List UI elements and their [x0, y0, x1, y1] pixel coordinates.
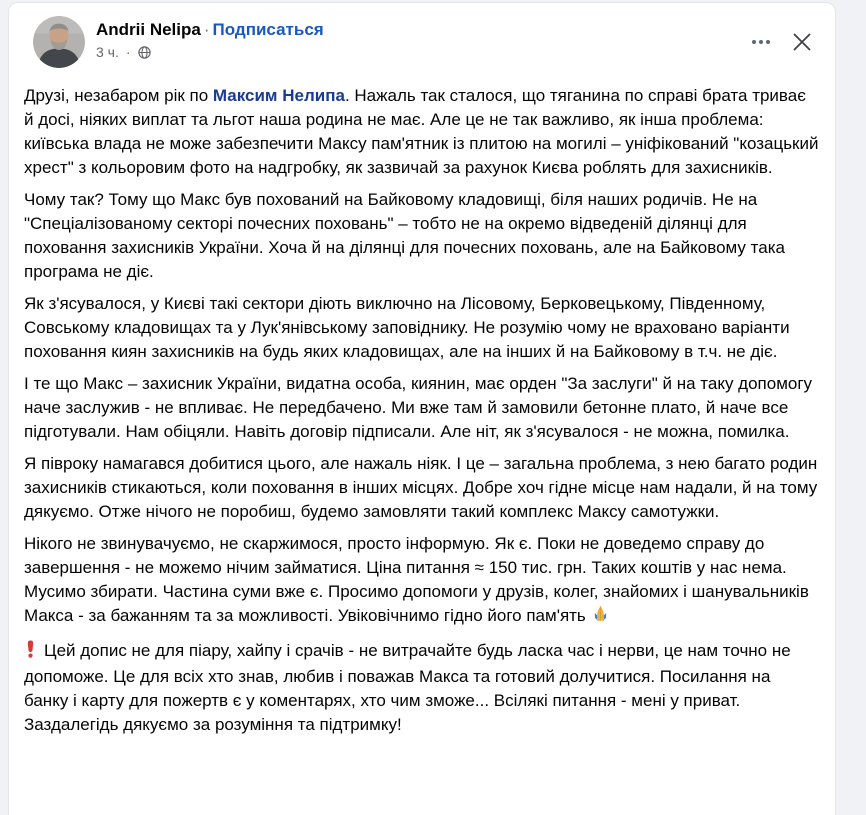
post-paragraph: І те що Макс – захисник України, видатна особа, киянин, має орден "За заслуги" й на таку допомогу наче заслужив - не впливає. Не передбачено. Ми вже там й замовили бетонне плато, й наче все підготували. Нам обіцяли. Навіть договір підписали. Але ніт, як з'ясувалося - не можна, помилка.: [24, 374, 813, 441]
post-timestamp[interactable]: 3 ч.: [96, 44, 119, 60]
profile-link-maksym-nelipa[interactable]: Максим Нелипа: [212, 86, 345, 105]
facebook-post-card: [8, 2, 836, 815]
paragraph-text: . Нажаль так сталося, що тяганина по справі брата триває й досі, ніяких виплат та льгот наша родина не має. Але це не так важливо, як інша проблема: київська влада не може забезпечити Максу пам'ятник із плитою на могилі – уніфікований "козацький хрест" з кольоровим фото на надгробку, як зазвичай за рахунок Києва роблять для захисників.: [24, 86, 819, 177]
post-paragraph: Як з'ясувалося, у Києві такі сектори діють виключно на Лісовому, Берковецькому, Південному, Совському кладовищах та у Лук'янівському заповіднику. Не розумію чому не враховано варіанти поховання киян захисників на будь яких кладовищах, але на інших й на Байковому в т.ч. не діє.: [24, 294, 790, 361]
red-exclamation-emoji-icon: [24, 640, 37, 665]
folded-hands-emoji-icon: [591, 605, 610, 631]
profile-photo-icon: [33, 16, 85, 68]
paragraph-text: Цей допис не для піару, хайпу і срачів - не витрачайте будь ласка час і нерви, це нам точно не допоможе. Це для всіх хто знав, любив і поважав Макса та готовий долучитися. Посилання на банку і карту для пожертв є у коментарях, хто чим зможе... Всілякі питання - мені у приват. Заздалегідь дякуємо за розуміння та підтримку!: [24, 641, 791, 734]
close-icon: [791, 31, 813, 53]
post-paragraph: Чому так? Тому що Макс був похований на Байковому кладовищі, біля наших родичів. Не на "Спеціалізованому секторі почесних поховань" – тобто не на окремо відведеній ділянці для поховання захисників України. Хоча й на ділянці для почесних поховань, але на Байковому така програма не діє.: [24, 190, 785, 281]
post-paragraph: [24, 532, 819, 631]
paragraph-text: Нікого не звинувачуємо, не скаржимося, просто інформую. Як є. Поки не доведемо справу до завершення - не можемо нічим займатися. Ціна питання ≈ 150 тис. грн. Таких коштів у нас нема. Мусимо збирати. Частина суми вже є. Просимо допомоги у друзів, колег, знайомих і шанувальників Макса - за бажанням та за можливості. Увіковічнимо гідно його пам'ять: [24, 534, 809, 625]
header-info: [96, 16, 324, 60]
meta-row: [96, 44, 324, 60]
globe-icon: [138, 46, 151, 59]
meta-separator: ·: [125, 44, 131, 60]
close-button[interactable]: [791, 31, 813, 53]
avatar[interactable]: [33, 16, 85, 68]
paragraph-text: Друзі, незабаром рік по: [24, 86, 213, 105]
post-paragraph: [24, 84, 819, 180]
more-options-button[interactable]: [751, 39, 771, 45]
more-options-icon: [751, 39, 771, 45]
name-separator: ·: [203, 20, 210, 39]
author-name[interactable]: Andrii Nelipa: [96, 20, 201, 39]
follow-link[interactable]: Подписаться: [212, 20, 324, 39]
post-paragraph: [24, 639, 819, 737]
header-actions: [751, 31, 813, 53]
name-row: [96, 19, 324, 40]
post-paragraph: Я півроку намагався добитися цього, але нажаль ніяк. І це – загальна проблема, з нею багато родин захисників стикаються, коли поховання в інших місцях. Добре хоч гідне місце нам надали, й на тому дякуємо. Отже нічого не поробиш, будемо замовляти такий комплекс Максу самотужки.: [24, 454, 818, 521]
post-header: [9, 3, 835, 68]
post-body: [9, 68, 835, 737]
